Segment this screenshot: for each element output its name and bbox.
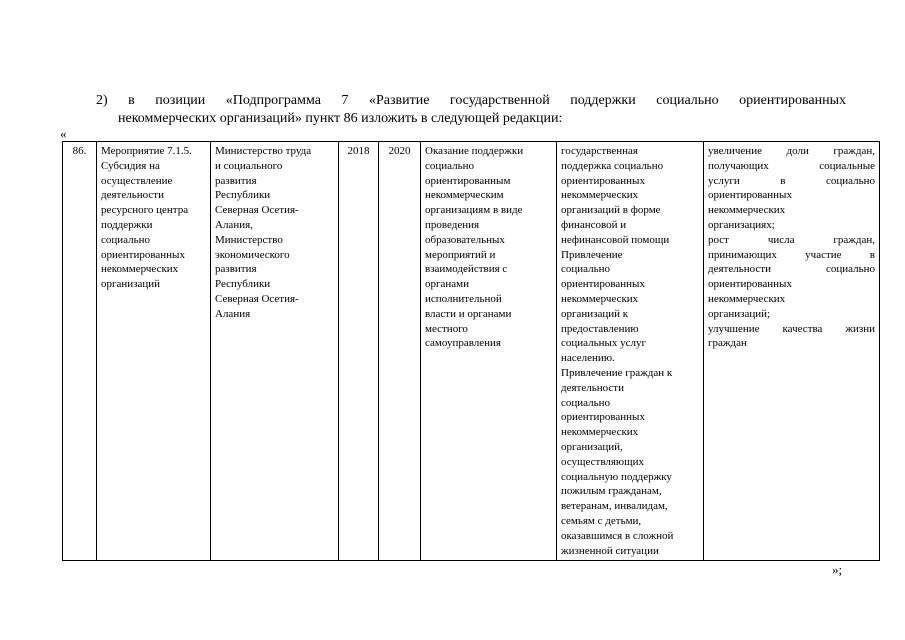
- indicator-line: получающих социальные: [708, 159, 875, 172]
- cell-line: и социального: [215, 159, 283, 172]
- cell-line: образовательных: [425, 233, 505, 246]
- cell-line: предоставлению: [561, 322, 639, 335]
- cell-line: Республики: [215, 189, 271, 202]
- cell-line: организаций к: [561, 307, 629, 320]
- program-table: [62, 141, 880, 561]
- cell-line: ресурсного центра: [101, 204, 189, 217]
- indicators-cell: [704, 142, 880, 561]
- indicator-line: деятельности социально: [708, 263, 875, 276]
- cell-line: финансовой и: [561, 218, 627, 231]
- cell-line: деятельности: [101, 189, 164, 202]
- closing-quote: »;: [832, 562, 843, 577]
- cell-line: ориентированных: [561, 411, 645, 424]
- opening-quote: «: [60, 126, 67, 141]
- cell-line: поддержка социально: [561, 159, 664, 172]
- year-end: 2020: [379, 142, 421, 561]
- executor-cell: [211, 142, 339, 561]
- cell-line: Северная Осетия-: [215, 292, 299, 305]
- cell-line: самоуправления: [425, 337, 501, 350]
- cell-line: некоммерческих: [561, 426, 639, 439]
- cell-line: местного: [425, 322, 468, 335]
- year-start: 2018: [339, 142, 379, 561]
- indicator-line: организациях;: [708, 218, 775, 231]
- cell-line: пожилым гражданам,: [561, 485, 662, 498]
- cell-line: Мероприятие 7.1.5.: [101, 145, 192, 157]
- cell-line: организаций: [101, 278, 161, 291]
- indicator-line: ориентированных: [708, 278, 792, 291]
- indicator-line: некоммерческих: [708, 204, 786, 217]
- cell-line: мероприятий и: [425, 248, 496, 261]
- cell-line: некоммерческих: [561, 292, 639, 305]
- cell-line: населению.: [561, 352, 615, 365]
- cell-line: некоммерческих: [561, 189, 639, 202]
- indicator-line: увеличение доли граждан,: [708, 145, 875, 157]
- cell-line: некоммерческих: [101, 263, 179, 276]
- cell-line: поддержки: [101, 218, 153, 231]
- amendment-text: [96, 92, 846, 128]
- cell-line: проведения: [425, 218, 480, 231]
- cell-line: ориентированным: [425, 174, 511, 187]
- amendment-line-2: некоммерческих организаций» пункт 86 изложить в следующей редакции:: [118, 111, 563, 126]
- cell-line: Привлечение граждан к: [561, 366, 673, 379]
- cell-line: Оказание поддержки: [425, 145, 524, 157]
- cell-line: ориентированных: [561, 174, 645, 187]
- cell-line: Северная Осетия-: [215, 204, 299, 217]
- indicator-line: услуги в социально: [708, 174, 875, 187]
- cell-line: органами: [425, 278, 470, 291]
- cell-line: нефинансовой помощи: [561, 233, 670, 246]
- cell-line: ориентированных: [561, 278, 645, 291]
- cell-line: социально: [101, 233, 151, 246]
- cell-line: развития: [215, 174, 257, 187]
- cell-line: социально: [425, 159, 475, 172]
- cell-line: осуществляющих: [561, 455, 644, 468]
- indicator-line: рост числа граждан,: [708, 233, 875, 246]
- cell-line: исполнительной: [425, 292, 502, 305]
- cell-line: Министерство: [215, 233, 283, 246]
- cell-line: власти и органами: [425, 307, 512, 320]
- result-cell: [557, 142, 704, 561]
- cell-line: некоммерческим: [425, 189, 504, 202]
- cell-line: организаций,: [561, 440, 623, 453]
- indicator-line: организаций;: [708, 307, 771, 320]
- cell-line: экономического: [215, 248, 290, 261]
- cell-line: ветеранам, инвалидам,: [561, 500, 668, 513]
- cell-line: социально: [561, 396, 611, 409]
- row-number: 86.: [63, 142, 97, 561]
- indicator-line: улучшение качества жизни: [708, 322, 875, 335]
- cell-line: Республики: [215, 278, 271, 291]
- cell-line: ориентированных: [101, 248, 185, 261]
- cell-line: Министерство труда: [215, 145, 312, 157]
- amendment-line-1: 2) в позиции «Подпрограмма 7 «Развитие государственной поддержки социально ориентированных: [96, 93, 846, 108]
- cell-line: социально: [561, 263, 611, 276]
- cell-line: Субсидия на: [101, 159, 160, 172]
- cell-line: осуществление: [101, 174, 173, 187]
- cell-line: развития: [215, 263, 257, 276]
- cell-line: организациям в виде: [425, 204, 523, 217]
- cell-line: Алания,: [215, 218, 253, 231]
- event-cell: [97, 142, 211, 561]
- cell-line: социальную поддержку: [561, 470, 672, 483]
- cell-line: Алания: [215, 307, 251, 320]
- cell-line: организаций в форме: [561, 204, 661, 217]
- cell-line: социальных услуг: [561, 337, 647, 350]
- cell-line: деятельности: [561, 381, 624, 394]
- cell-line: Привлечение: [561, 248, 623, 261]
- cell-line: семьям с детьми,: [561, 514, 642, 527]
- cell-line: государственная: [561, 145, 638, 157]
- table-row: [63, 142, 880, 561]
- cell-line: оказавшимся в сложной: [561, 529, 674, 542]
- cell-line: жизненной ситуации: [561, 544, 659, 557]
- cell-line: взаимодействия с: [425, 263, 508, 276]
- indicator-line: принимающих участие в: [708, 248, 875, 261]
- indicator-line: некоммерческих: [708, 292, 786, 305]
- indicator-line: ориентированных: [708, 189, 792, 202]
- indicator-line: граждан: [708, 337, 747, 350]
- content-cell: [421, 142, 557, 561]
